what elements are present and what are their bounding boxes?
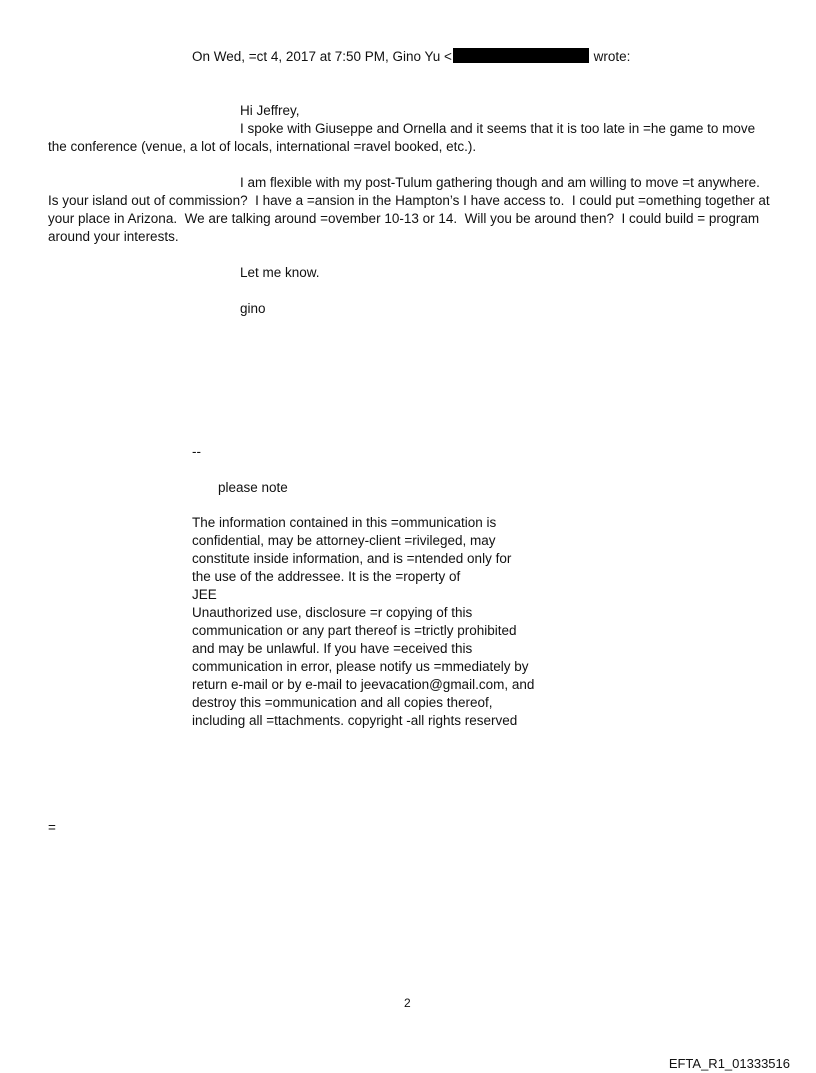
paragraph-1-line-1: I spoke with Giuseppe and Ornella and it seems that it is too late in =he game to move (240, 121, 756, 136)
disclaimer-line: destroy this =ommunication and all copies thereof, (192, 695, 493, 710)
redacted-email-address (453, 48, 589, 63)
header-suffix: wrote: (589, 49, 631, 64)
disclaimer-line: and may be unlawful. If you have =eceived this (192, 641, 473, 656)
page-number: 2 (404, 996, 411, 1010)
disclaimer-line: communication or any part thereof is =trictly prohibited (192, 623, 517, 638)
trailing-equals-mark: = (48, 820, 56, 835)
paragraph-1-line-2: the conference (venue, a lot of locals, international =ravel booked, etc.). (48, 139, 477, 154)
disclaimer-line: confidential, may be attorney-client =rivileged, may (192, 533, 496, 548)
paragraph-2-line-4: around your interests. (48, 229, 179, 244)
paragraph-1 (48, 120, 778, 156)
disclaimer-line: communication in error, please notify us =mmediately by (192, 659, 529, 674)
disclaimer-line: Unauthorized use, disclosure =r copying of this (192, 605, 473, 620)
greeting: Hi Jeffrey, (240, 103, 300, 118)
paragraph-2-line-2: Is your island out of commission? I have a =ansion in the Hampton’s I have access to. I could put =omething together at (48, 193, 770, 208)
email-quote-header (192, 48, 630, 66)
signature-separator: -- (192, 444, 201, 459)
document-id: EFTA_R1_01333516 (668, 1056, 790, 1071)
closing-line: Let me know. (240, 265, 320, 280)
header-prefix: On Wed, =ct 4, 2017 at 7:50 PM, Gino Yu < (192, 49, 452, 64)
confidentiality-disclaimer (192, 514, 552, 730)
disclaimer-line: the use of the addressee. It is the =roperty of (192, 569, 461, 584)
disclaimer-line: The information contained in this =ommunication is (192, 515, 497, 530)
disclaimer-line: constitute inside information, and is =ntended only for (192, 551, 512, 566)
disclaimer-line: including all =ttachments. copyright -all rights reserved (192, 713, 518, 728)
disclaimer-line: JEE (192, 587, 217, 602)
paragraph-2-line-3: your place in Arizona. We are talking around =ovember 10-13 or 14. Will you be around then? I could build = program (48, 211, 760, 226)
signature: gino (240, 301, 266, 316)
paragraph-2-line-1: I am flexible with my post-Tulum gathering though and am willing to move =t anywhere. (240, 175, 760, 190)
note-title: please note (218, 480, 288, 495)
paragraph-2 (48, 174, 778, 246)
disclaimer-line: return e-mail or by e-mail to jeevacation@gmail.com, and (192, 677, 535, 692)
